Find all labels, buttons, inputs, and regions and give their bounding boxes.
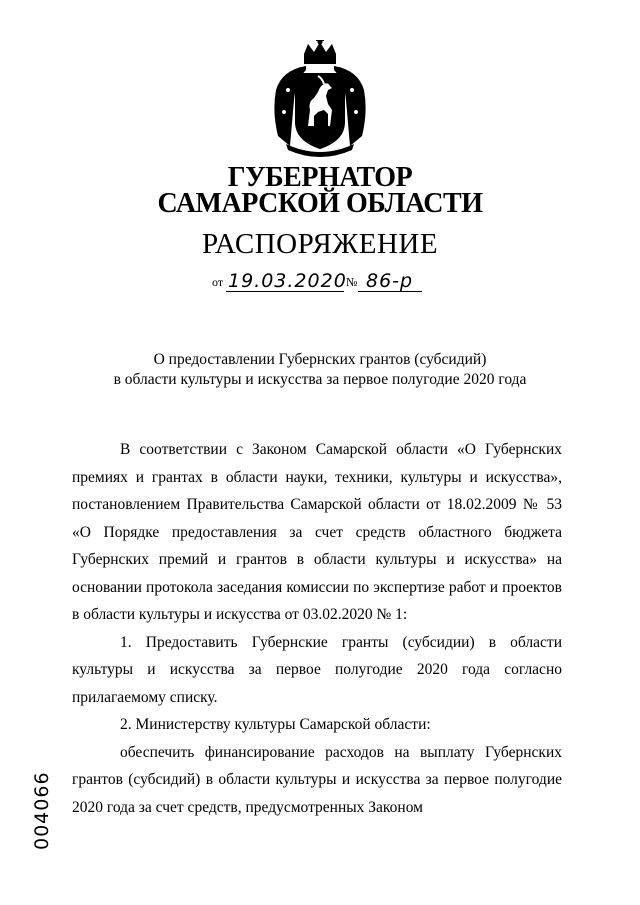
subject-line-1: О предоставлении Губернских грантов (субсидий)	[153, 351, 487, 368]
authority-title-line1: ГУБЕРНАТОР	[227, 162, 413, 193]
handwritten-date: 19.03.2020	[228, 270, 347, 292]
body-paragraph-item-2-sub: обеспечить финансирование расходов на выплату Губернских грантов (субсидий) в области культуры и искусства за первое полугодие 2020 года за счет средств, предусмотренных Законом	[72, 743, 562, 816]
subject-line-2: в области культуры и искусства за первое полугодие 2020 года	[113, 371, 527, 388]
document-subject	[0, 350, 640, 390]
document-body	[72, 436, 562, 821]
body-paragraph-preamble: В соответствии с Законом Самарской области «О Губернских премиях и грантах в области науки, техники, культуры и искусства», постановлением Правительства Самарской области от 18.02.2009 № 53 «О Порядке предоставления за счет средств областного бюджета Губернских премий и грантов в области культуры и искусства» на основании протокола заседания комиссии по экспертизе работ и проектов в области культуры и искусства от 03.02.2020 № 1:	[72, 441, 562, 623]
number-label: №	[346, 275, 358, 289]
handwritten-number: 86-р	[366, 270, 414, 292]
body-paragraph-item-2: 2. Министерству культуры Самарской области:	[120, 716, 431, 733]
side-document-number	[29, 740, 53, 850]
authority-title-line2: САМАРСКОЙ ОБЛАСТИ	[157, 188, 483, 219]
coat-of-arms-emblem	[268, 40, 372, 160]
document-type-heading: РАСПОРЯЖЕНИЕ	[201, 228, 439, 260]
date-from-label: от	[212, 275, 224, 289]
date-number-line	[212, 270, 432, 296]
body-paragraph-item-1: 1. Предоставить Губернские гранты (субсидии) в области культуры и искусства за первое полугодие 2020 года согласно прилагаемому списку.	[72, 633, 562, 706]
side-document-number-text: 004066	[31, 771, 53, 850]
